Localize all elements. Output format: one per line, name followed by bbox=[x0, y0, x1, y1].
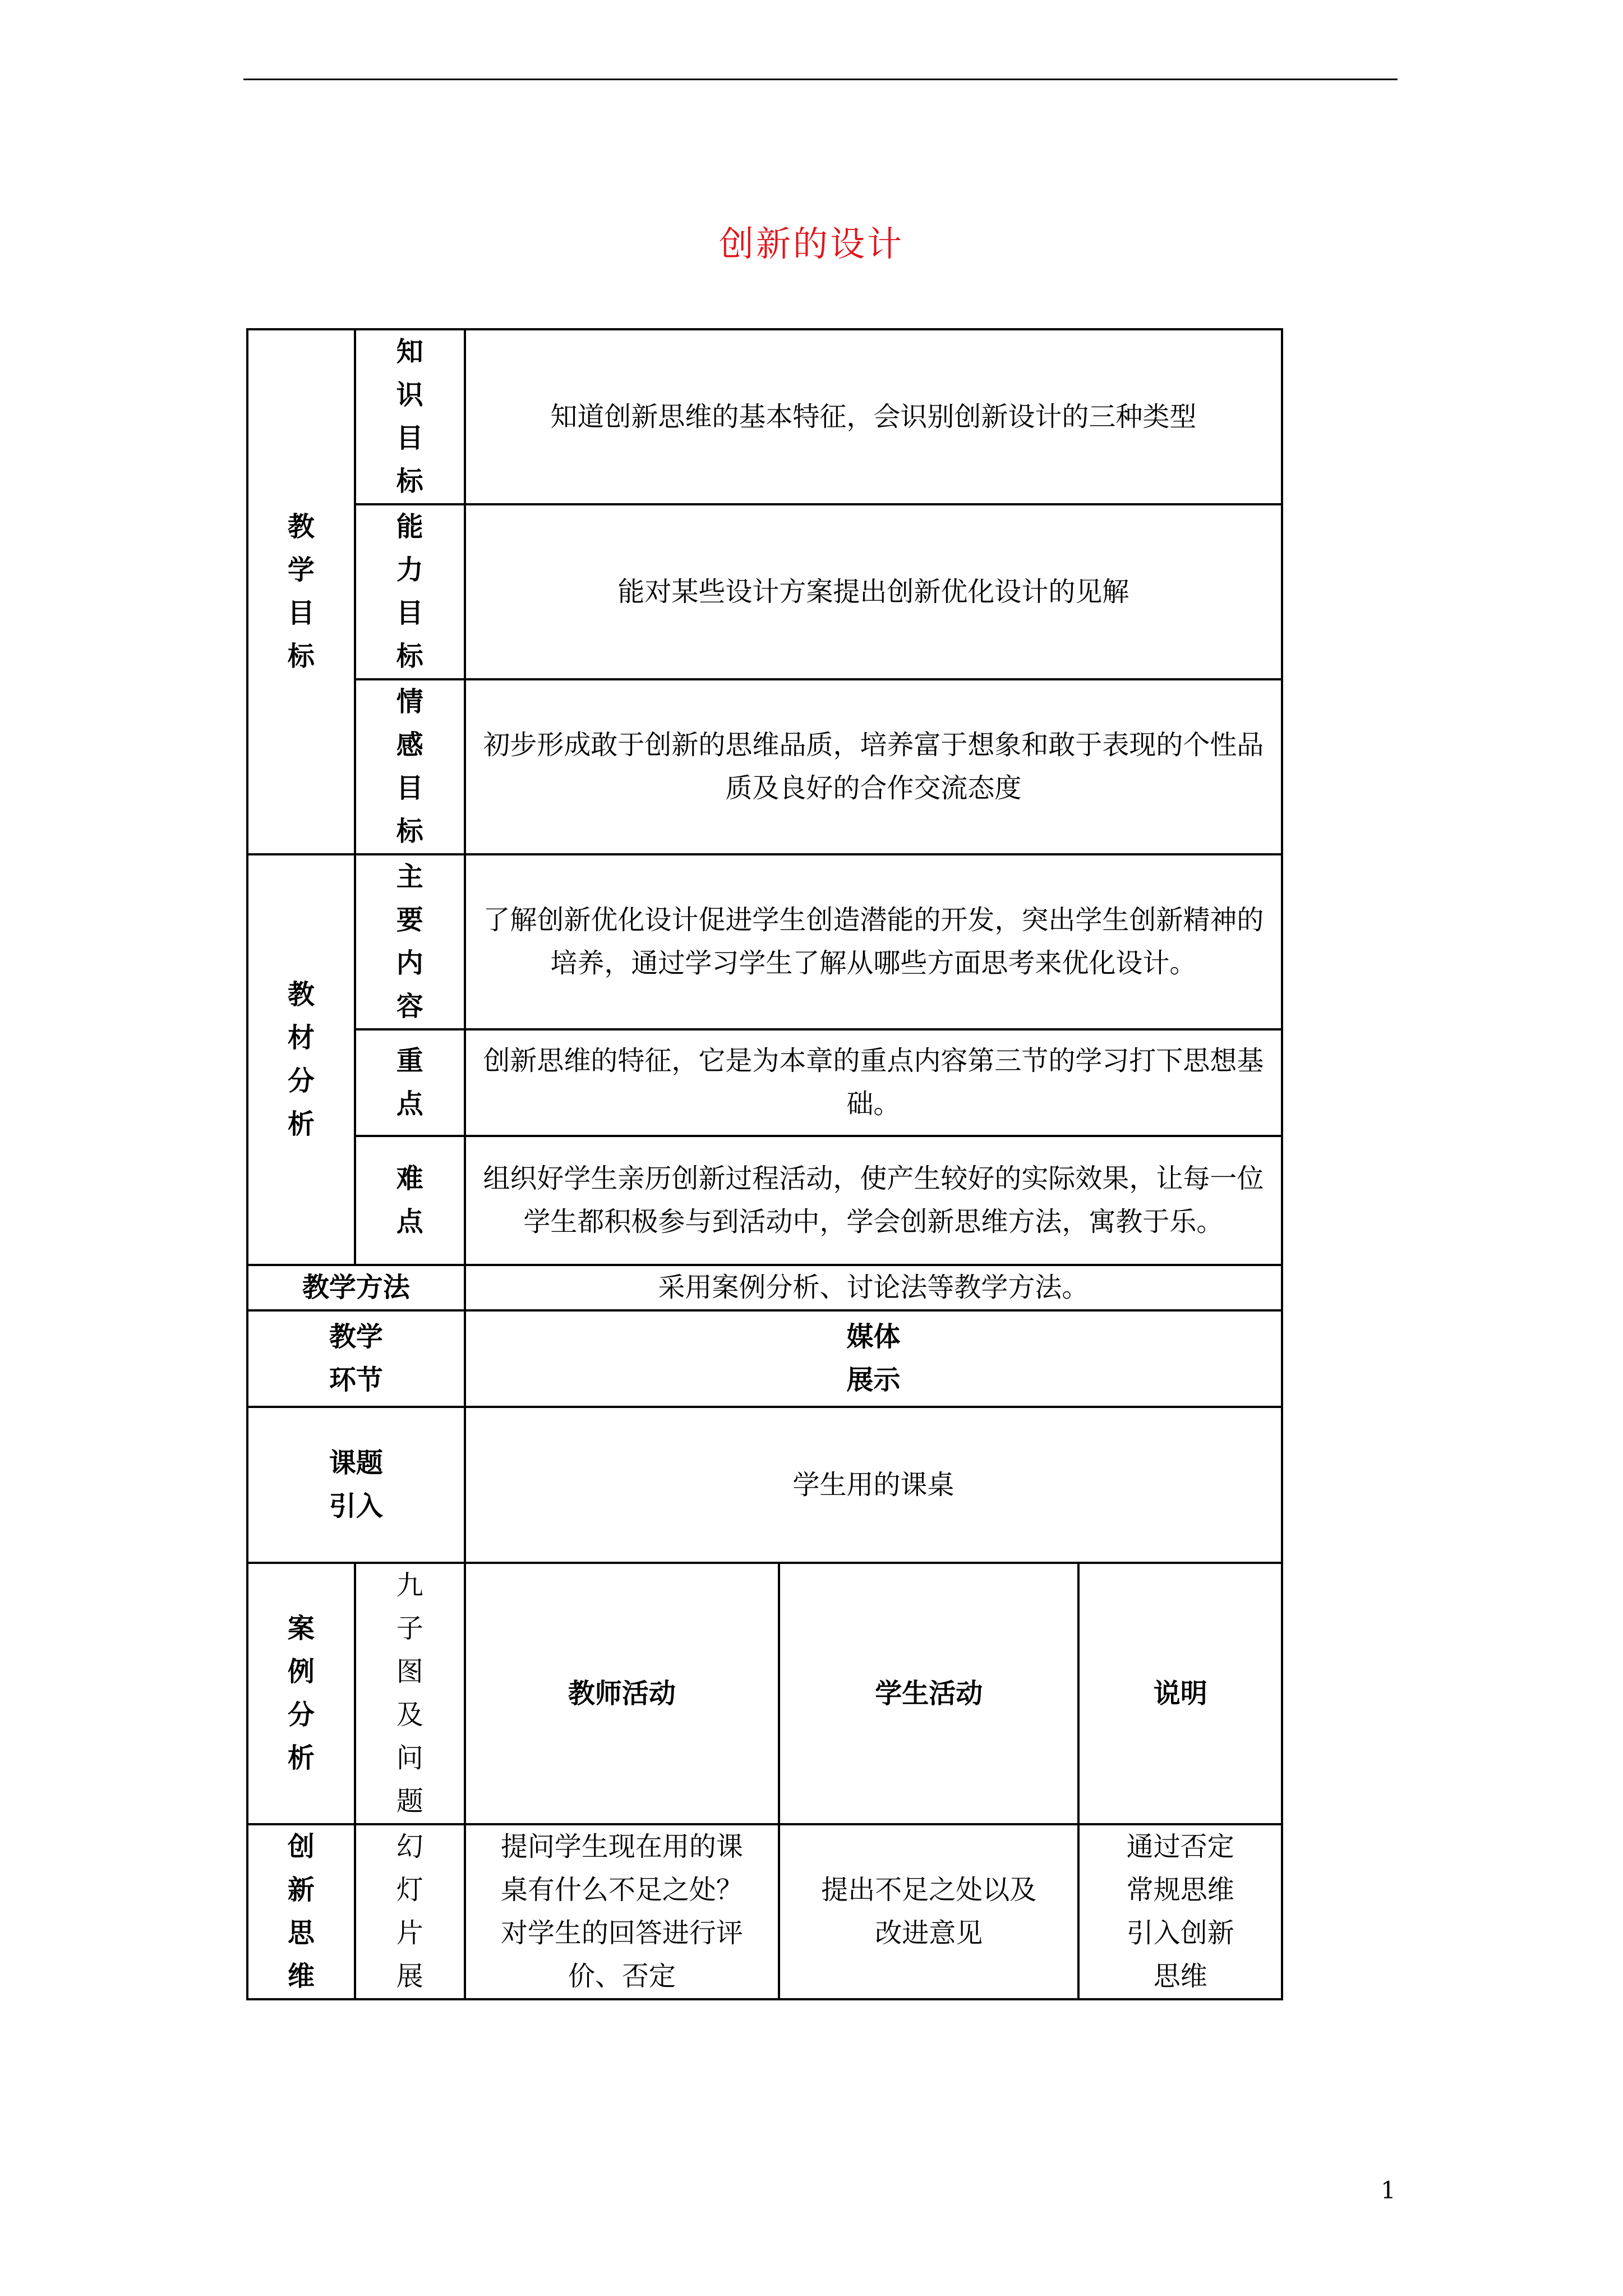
page-title: 创新的设计 bbox=[718, 223, 904, 264]
stage-label-line-1: 教学 bbox=[329, 1321, 383, 1352]
stage-content-line-1: 媒体 bbox=[846, 1321, 901, 1352]
material-label-difficulty: 难点 bbox=[355, 1136, 465, 1265]
objective-content-emotion: 初步形成敢于创新的思维品质，培养富于想象和敢于表现的个性品质及良好的合作交流态度 bbox=[465, 679, 1282, 854]
lesson-plan-table bbox=[246, 328, 1283, 2000]
col-header-student-activity: 学生活动 bbox=[779, 1563, 1078, 1824]
stage-content-line-2: 展示 bbox=[846, 1364, 901, 1396]
material-content-main: 了解创新优化设计促进学生创造潜能的开发，突出学生创新精神的培养，通过学习学生了解从哪些方面思考来优化设计。 bbox=[465, 854, 1282, 1029]
case-sub-label: 九子图及问题 bbox=[355, 1563, 465, 1824]
innovation-note: 通过否定常规思维引入创新思维 bbox=[1078, 1824, 1282, 1999]
material-content-difficulty: 组织好学生亲历创新过程活动，使产生较好的实际效果，让每一位学生都积极参与到活动中，学会创新思维方法，寓教于乐。 bbox=[465, 1136, 1282, 1265]
material-content-key-point: 创新思维的特征，它是为本章的重点内容第三节的学习打下思想基础。 bbox=[465, 1029, 1282, 1136]
stage-label-line-2: 环节 bbox=[329, 1364, 383, 1396]
objectives-group-label: 教学目标 bbox=[247, 329, 355, 854]
method-content: 采用案例分析、讨论法等教学方法。 bbox=[465, 1265, 1282, 1310]
objective-label-emotion: 情感目标 bbox=[355, 679, 465, 854]
objective-label-knowledge: 知识目标 bbox=[355, 329, 465, 504]
intro-content: 学生用的课桌 bbox=[465, 1407, 1282, 1563]
innovation-sub-label: 幻灯片展 bbox=[355, 1824, 465, 1999]
col-header-note: 说明 bbox=[1078, 1563, 1282, 1824]
material-label-main-content: 主要内容 bbox=[355, 854, 465, 1029]
intro-label bbox=[247, 1407, 465, 1563]
stage-content bbox=[465, 1310, 1282, 1407]
col-header-teacher-activity: 教师活动 bbox=[465, 1563, 779, 1824]
intro-label-line-2: 引入 bbox=[329, 1490, 383, 1522]
intro-label-line-1: 课题 bbox=[329, 1447, 383, 1479]
material-label-key-point: 重点 bbox=[355, 1029, 465, 1136]
innovation-teacher-activity: 提问学生现在用的课桌有什么不足之处？对学生的回答进行评价、否定 bbox=[465, 1824, 779, 1999]
objective-label-ability: 能力目标 bbox=[355, 504, 465, 679]
material-group-label: 教材分析 bbox=[247, 854, 355, 1265]
innovation-student-activity: 提出不足之处以及改进意见 bbox=[779, 1824, 1078, 1999]
case-label: 案例分析 bbox=[247, 1563, 355, 1824]
objective-content-knowledge: 知道创新思维的基本特征，会识别创新设计的三种类型 bbox=[465, 329, 1282, 504]
header-rule bbox=[243, 79, 1398, 80]
method-label: 教学方法 bbox=[247, 1265, 465, 1310]
innovation-label: 创新思维 bbox=[247, 1824, 355, 1999]
objective-content-ability: 能对某些设计方案提出创新优化设计的见解 bbox=[465, 504, 1282, 679]
stage-label bbox=[247, 1310, 465, 1407]
page-number: 1 bbox=[1381, 2177, 1396, 2204]
